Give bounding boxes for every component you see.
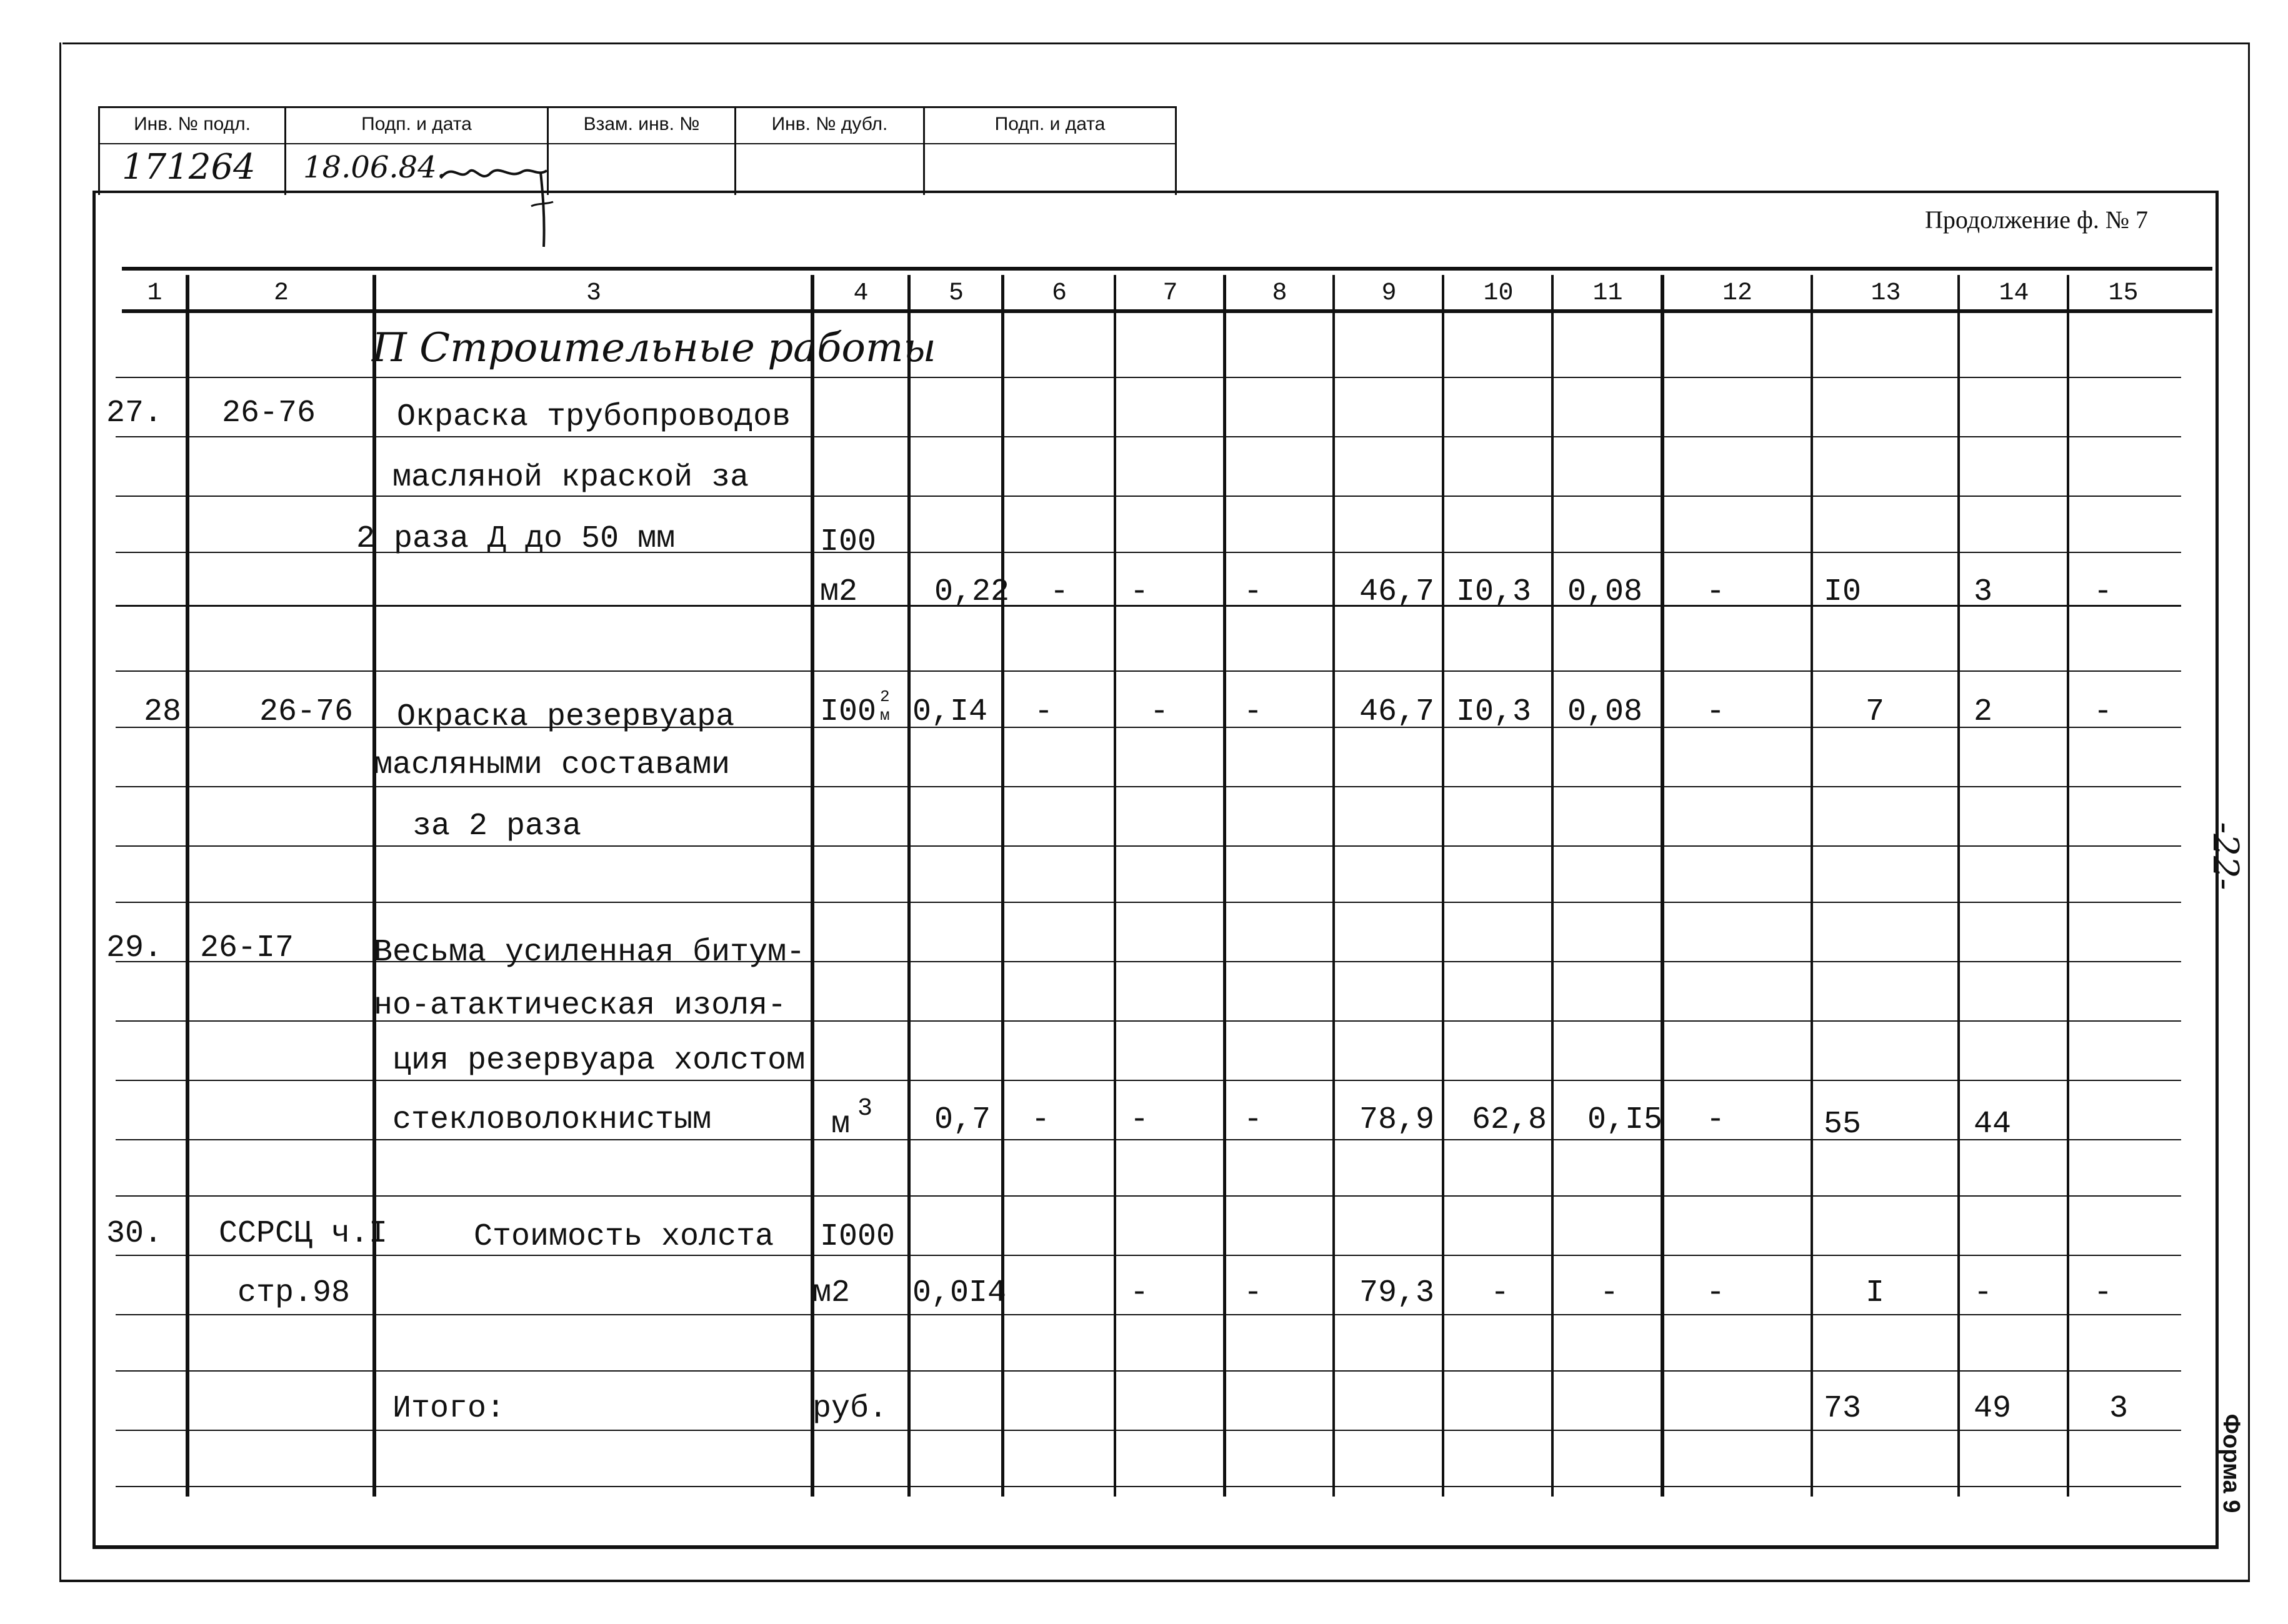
row-desc-line: Окраска резервуара bbox=[397, 699, 735, 735]
total-c13: 73 bbox=[1824, 1391, 1862, 1427]
row-c10: I0,3 bbox=[1456, 694, 1532, 730]
colnum-6: 6 bbox=[1051, 279, 1067, 307]
stamp-header-inv-dubl: Инв. № дубл. bbox=[771, 114, 888, 134]
row-number: 29. bbox=[106, 930, 163, 966]
row-code-page: стр.98 bbox=[237, 1275, 351, 1311]
row-c13: 55 bbox=[1824, 1107, 1862, 1142]
row-c11: 0,08 bbox=[1567, 694, 1643, 730]
colnum-3: 3 bbox=[586, 279, 601, 307]
row-c15: - bbox=[2094, 574, 2113, 610]
row-number: 27. bbox=[106, 396, 163, 431]
row-c6: - bbox=[1050, 574, 1069, 610]
row-number: 28 bbox=[144, 694, 182, 730]
row-unit: м2 bbox=[812, 1275, 851, 1311]
inner-bottom-line bbox=[92, 1545, 2219, 1549]
row-c7: - bbox=[1130, 1275, 1149, 1311]
row-unit: м bbox=[831, 1107, 851, 1142]
row-desc-line: масляными составами bbox=[374, 747, 731, 783]
row-c5: 0,I4 bbox=[912, 694, 988, 730]
row-number: 30. bbox=[106, 1216, 163, 1252]
stamp-header-inv-podl: Инв. № подл. bbox=[134, 114, 251, 134]
outer-bottom-line bbox=[59, 1580, 2250, 1582]
inner-left-line bbox=[92, 191, 96, 1549]
row-c5: 0,7 bbox=[934, 1102, 991, 1138]
continuation-label: Продолжение ф. № 7 bbox=[1925, 206, 2149, 234]
row-c12: - bbox=[1706, 1102, 1726, 1138]
row-c14: 2 bbox=[1974, 694, 1993, 730]
signature-icon bbox=[437, 153, 562, 253]
colnum-10: 10 bbox=[1483, 279, 1514, 307]
outer-top-line bbox=[62, 42, 2250, 44]
row-code: 26-76 bbox=[222, 396, 316, 431]
row-c10: I0,3 bbox=[1456, 574, 1532, 610]
row-unit: м2 bbox=[820, 574, 858, 610]
row-c9: 79,3 bbox=[1359, 1275, 1435, 1311]
row-c9: 46,7 bbox=[1359, 574, 1435, 610]
row-code: 26-I7 bbox=[200, 930, 294, 966]
row-code: ССРСЦ ч.I bbox=[219, 1216, 388, 1252]
forma-label: Форма 9 bbox=[2218, 1413, 2244, 1513]
row-c14: 3 bbox=[1974, 574, 1993, 610]
colnum-8: 8 bbox=[1272, 279, 1287, 307]
stamp-inv-number: 171264 bbox=[122, 147, 256, 187]
row-c15: - bbox=[2094, 1275, 2113, 1311]
outer-left-line bbox=[59, 42, 61, 1582]
row-c7: - bbox=[1130, 1102, 1149, 1138]
colnum-12: 12 bbox=[1722, 279, 1752, 307]
stamp-header-podp-data: Подп. и дата bbox=[361, 114, 472, 134]
section-title: П Строительные работы bbox=[372, 325, 936, 371]
row-desc-line: 2 раза Д до 50 мм bbox=[356, 521, 676, 557]
row-desc-line: ция резервуара холстом bbox=[392, 1043, 806, 1079]
colnum-1: 1 bbox=[147, 279, 162, 307]
total-unit: руб. bbox=[812, 1391, 888, 1427]
colnum-5: 5 bbox=[948, 279, 964, 307]
row-c11: 0,I5 bbox=[1587, 1102, 1663, 1138]
row-unit: I00 bbox=[820, 524, 877, 560]
row-unit-superscript: 3 bbox=[857, 1095, 873, 1123]
row-c8: - bbox=[1244, 574, 1263, 610]
row-c13: I0 bbox=[1824, 574, 1862, 610]
row-c5: 0,22 bbox=[934, 574, 1010, 610]
row-c9: 78,9 bbox=[1359, 1102, 1435, 1138]
row-c9: 46,7 bbox=[1359, 694, 1435, 730]
colnum-14: 14 bbox=[1999, 279, 2029, 307]
row-desc-line: масляной краской за bbox=[392, 460, 749, 496]
row-c5: 0,0I4 bbox=[912, 1275, 1007, 1311]
row-c6: - bbox=[1031, 1102, 1051, 1138]
row-c12: - bbox=[1706, 1275, 1726, 1311]
row-c12: - bbox=[1706, 574, 1726, 610]
colnum-2: 2 bbox=[273, 279, 289, 307]
total-c15: 3 bbox=[2109, 1391, 2129, 1427]
row-desc-line: стекловолокнистым bbox=[392, 1102, 712, 1138]
row-c13: I bbox=[1866, 1275, 1885, 1311]
row-unit: I000 bbox=[820, 1219, 896, 1255]
total-label: Итого: bbox=[392, 1391, 506, 1427]
row-c14: - bbox=[1974, 1275, 1993, 1311]
colnum-7: 7 bbox=[1162, 279, 1178, 307]
row-c8: - bbox=[1244, 694, 1263, 730]
row-c7: - bbox=[1150, 694, 1169, 730]
inner-top-line bbox=[94, 191, 2219, 193]
row-desc-line: Стоимость холста bbox=[474, 1219, 774, 1255]
row-c10: - bbox=[1491, 1275, 1510, 1311]
stamp-header-vzam-inv: Взам. инв. № bbox=[583, 114, 700, 134]
row-desc-line: Весьма усиленная битум- bbox=[374, 935, 806, 970]
row-c7: - bbox=[1130, 574, 1149, 610]
row-code: 26-76 bbox=[259, 694, 354, 730]
row-c11: - bbox=[1600, 1275, 1619, 1311]
colnum-9: 9 bbox=[1381, 279, 1397, 307]
row-c10: 62,8 bbox=[1472, 1102, 1547, 1138]
row-c14: 44 bbox=[1974, 1107, 2012, 1142]
row-desc-line: Окраска трубопроводов bbox=[397, 399, 791, 435]
row-c8: - bbox=[1244, 1102, 1263, 1138]
header-top-line bbox=[122, 267, 2212, 271]
outer-right-line bbox=[2248, 42, 2250, 1582]
row-desc-line: за 2 раза bbox=[412, 809, 582, 844]
stamp-date: 18.06.84. bbox=[303, 150, 447, 185]
colnum-13: 13 bbox=[1871, 279, 1901, 307]
total-c14: 49 bbox=[1974, 1391, 2012, 1427]
colnum-4: 4 bbox=[853, 279, 869, 307]
row-c13: 7 bbox=[1866, 694, 1885, 730]
row-c6: - bbox=[1034, 694, 1054, 730]
row-unit-superscript: 2 м bbox=[880, 687, 890, 725]
row-c12: - bbox=[1706, 694, 1726, 730]
colnum-15: 15 bbox=[2108, 279, 2139, 307]
stamp-header-podp-data-2: Подп. и дата bbox=[994, 114, 1106, 134]
row-c11: 0,08 bbox=[1567, 574, 1643, 610]
colnum-11: 11 bbox=[1592, 279, 1623, 307]
row-c15: - bbox=[2094, 694, 2113, 730]
row-unit: I00 bbox=[820, 694, 877, 730]
page-number: -22- bbox=[2205, 822, 2246, 890]
row-c8: - bbox=[1244, 1275, 1263, 1311]
row-desc-line: но-атактическая изоля- bbox=[374, 988, 787, 1024]
